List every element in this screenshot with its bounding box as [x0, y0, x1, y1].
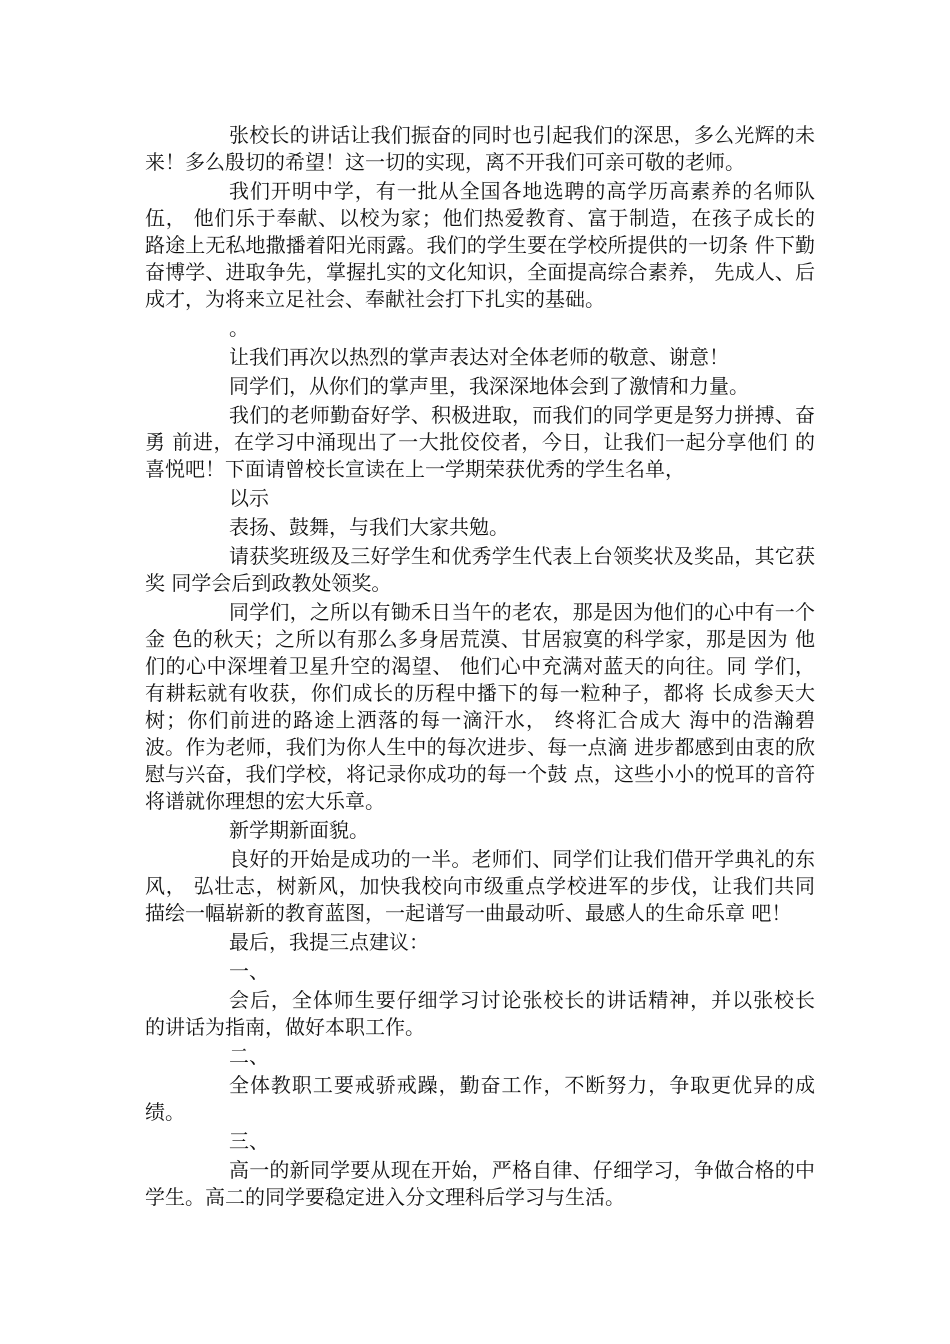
list-marker-1: 一、 [229, 959, 269, 983]
paragraph-9: 请获奖班级及三好学生和优秀学生代表上台领奖状及奖品，其它获奖 同学会后到政教处领奖。 [145, 544, 815, 595]
suggestion-3: 高一的新同学要从现在开始，严格自律、仔细学习，争做合格的中学生。高二的同学要稳定进入分文理科后学习与生活。 [145, 1158, 815, 1209]
paragraph-4: 让我们再次以热烈的掌声表达对全体老师的敬意、谢意！ [229, 345, 729, 369]
paragraph-6: 我们的老师勤奋好学、积极进取，而我们的同学更是努力拼搏、奋勇 前进，在学习中涌现出了一大批佼佼者，今日，让我们一起分享他们 的喜悦吧！下面请曾校长宣读在上一学期荣获优秀的学生名单， [145, 403, 815, 481]
paragraph-12: 良好的开始是成功的一半。老师们、同学们让我们借开学典礼的东风， 弘壮志，树新风，加快我校向市级重点学校进军的步伐，让我们共同 描绘一幅崭新的教育蓝图，一起谱写一曲最动听、最感人的生命乐章 吧！ [145, 847, 815, 925]
paragraph-11: 新学期新面貌。 [229, 818, 369, 842]
paragraph-2: 我们开明中学，有一批从全国各地选聘的高学历高素养的名师队伍， 他们乐于奉献、以校为家；他们热爱教育、富于制造，在孩子成长的 路途上无私地撒播着阳光雨露。我们的学生要在学校所提供的一切条 件下勤奋博学、进取争先，掌握扎实的文化知识，全面提高综合素养， 先成人、后成才，为将来立足社会、奉献社会打下扎实的基础。 [145, 179, 815, 311]
suggestion-1: 会后，全体师生要仔细学习讨论张校长的讲话精神，并以张校长 的讲话为指南，做好本职工作。 [145, 988, 815, 1039]
paragraph-5: 同学们，从你们的掌声里，我深深地体会到了激情和力量。 [229, 374, 749, 398]
list-marker-2: 二、 [229, 1044, 269, 1068]
paragraph-10: 同学们，之所以有锄禾日当午的老农，那是因为他们的心中有一个金 色的秋天；之所以有那么多身居荒漠、甘居寂寞的科学家，那是因为 他们的心中深埋着卫星升空的渴望、 他们心中充满对蓝天的向往。同 学们，有耕耘就有收获，你们成长的历程中播下的每一粒种子，都将 长成参天大树；你们前进的路途上洒落的每一滴汗水， 终将汇合成大 海中的浩瀚碧波。作为老师，我们为你人生中的每次进步、每一点滴 进步都感到由衷的欣慰与兴奋，我们学校，将记录你成功的每一个鼓 点，这些小小的悦耳的音符将谱就你理想的宏大乐章。 [145, 600, 815, 813]
document-body [145, 122, 815, 1213]
paragraph-7: 以示 [229, 486, 269, 510]
paragraph-8: 表扬、鼓舞，与我们大家共勉。 [229, 515, 509, 539]
suggestion-2: 全体教职工要戒骄戒躁，勤奋工作，不断努力，争取更优异的成 绩。 [145, 1073, 815, 1124]
paragraph-3: 。 [229, 316, 249, 340]
list-marker-3: 三、 [229, 1129, 269, 1153]
paragraph-1: 张校长的讲话让我们振奋的同时也引起我们的深思，多么光辉的未 来！多么殷切的希望！这一切的实现，离不开我们可亲可敬的老师。 [145, 123, 815, 174]
paragraph-13: 最后，我提三点建议： [229, 930, 429, 954]
